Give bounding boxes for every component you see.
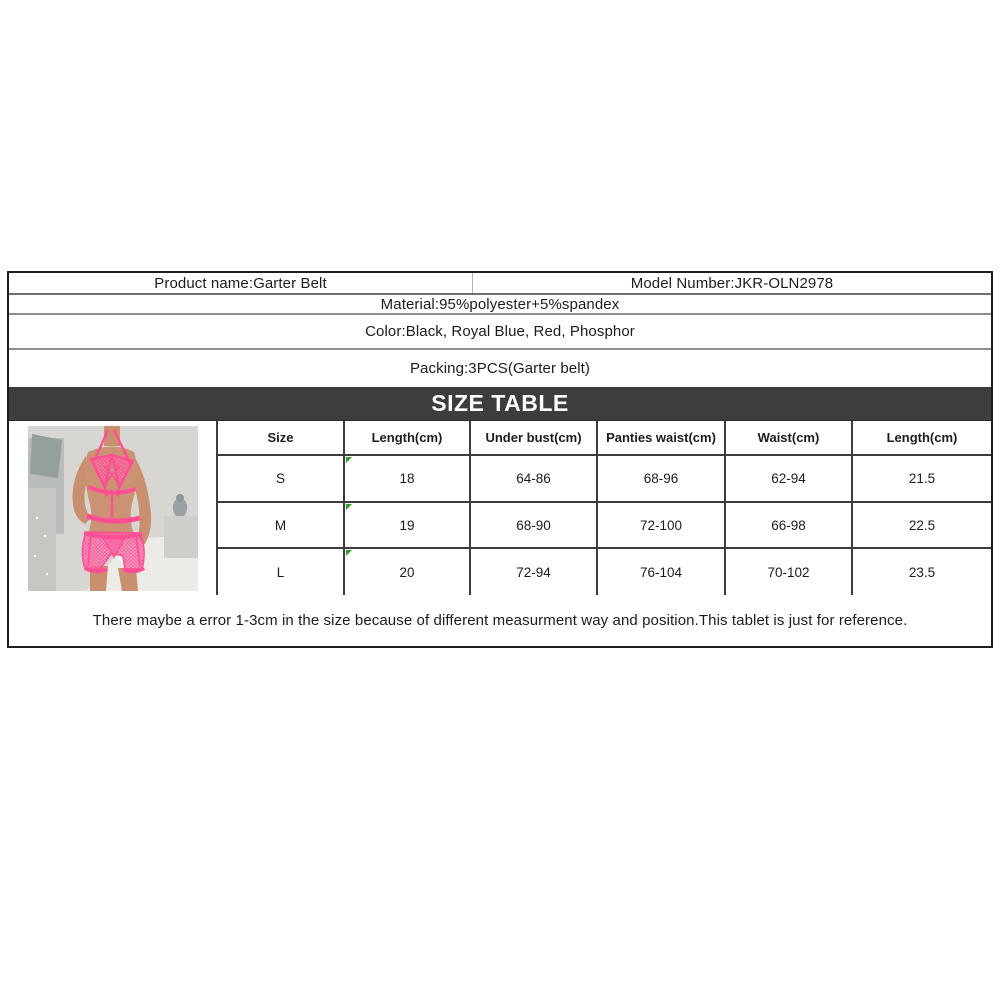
cell-note-marker	[346, 504, 352, 510]
cell-s-length2: 21.5	[853, 456, 991, 503]
col-header-under-bust: Under bust(cm)	[471, 421, 598, 456]
cell-size-l: L	[218, 549, 345, 595]
product-photo	[28, 426, 198, 591]
packing-cell: Packing:3PCS(Garter belt)	[409, 360, 591, 377]
size-table-title: SIZE TABLE	[431, 390, 569, 416]
product-name-cell: Product name:Garter Belt	[9, 273, 473, 293]
cell-s-panties-waist: 68-96	[598, 456, 726, 503]
col-header-waist: Waist(cm)	[726, 421, 853, 456]
cell-m-waist: 66-98	[726, 503, 853, 549]
cell-s-under-bust: 64-86	[471, 456, 598, 503]
curtain	[28, 488, 56, 591]
reference-note-row	[9, 595, 991, 646]
cell-value: 19	[399, 517, 415, 533]
cell-m-length	[345, 503, 471, 549]
cell-l-length	[345, 549, 471, 595]
cell-l-under-bust: 72-94	[471, 549, 598, 595]
headboard-pillow	[30, 434, 62, 478]
cell-m-panties-waist: 72-100	[598, 503, 726, 549]
size-table-banner	[9, 387, 991, 420]
col-header-length: Length(cm)	[345, 421, 471, 456]
col-header-panties-waist: Panties waist(cm)	[598, 421, 726, 456]
cell-s-waist: 62-94	[726, 456, 853, 503]
product-photo-cell	[9, 421, 218, 595]
col-header-length2: Length(cm)	[853, 421, 991, 456]
cell-s-length	[345, 456, 471, 503]
cell-note-marker	[346, 457, 352, 463]
cell-size-m: M	[218, 503, 345, 549]
cell-m-under-bust: 68-90	[471, 503, 598, 549]
col-header-size: Size	[218, 421, 345, 456]
spec-row-name-model	[9, 273, 991, 295]
cell-value: 18	[399, 471, 415, 486]
cell-l-waist: 70-102	[726, 549, 853, 595]
cell-m-length2: 22.5	[853, 503, 991, 549]
model-number-cell: Model Number:JKR-OLN2978	[630, 274, 834, 292]
cell-l-length2: 23.5	[853, 549, 991, 595]
reference-note: There maybe a error 1-3cm in the size because of different measurment way and position.This tablet is just for reference.	[92, 612, 908, 629]
cell-size-s: S	[218, 456, 345, 503]
material-cell: Material:95%polyester+5%spandex	[9, 295, 991, 315]
cell-l-panties-waist: 76-104	[598, 549, 726, 595]
charm	[119, 557, 122, 560]
nightstand	[164, 516, 198, 558]
size-chart-sheet	[7, 271, 993, 648]
cell-value: 20	[399, 564, 415, 580]
size-table	[9, 420, 991, 595]
color-cell: Color:Black, Royal Blue, Red, Phosphor	[9, 315, 991, 350]
size-table-grid	[218, 421, 991, 595]
cell-note-marker	[346, 550, 352, 556]
